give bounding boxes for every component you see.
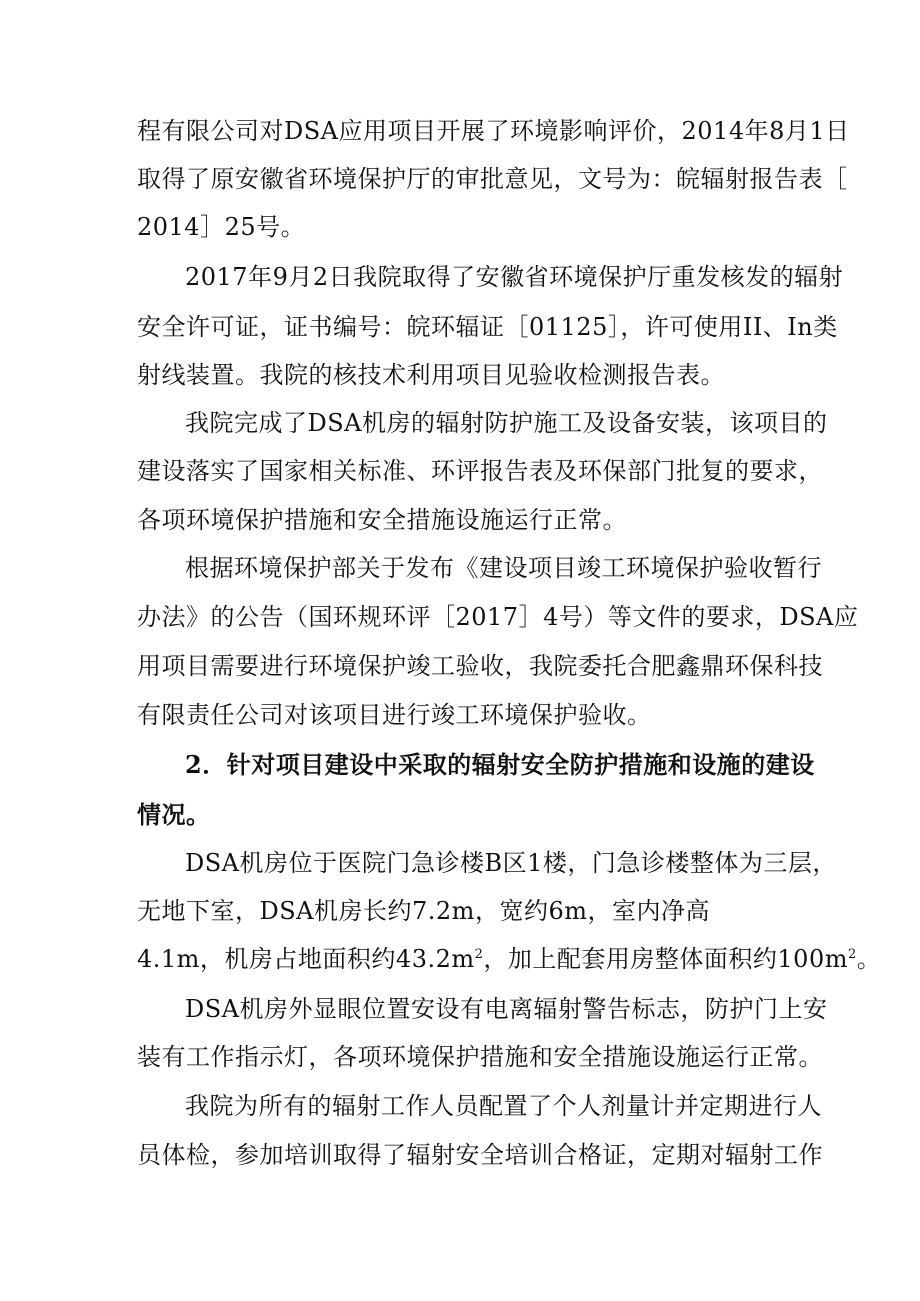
superscript: 2 xyxy=(474,947,484,962)
paragraph-line xyxy=(137,944,882,974)
paragraph-line: 用项目需要进行环境保护竣工验收，我院委托合肥鑫鼎环保科技 xyxy=(137,652,823,680)
paragraph-line: 2014］25号。 xyxy=(137,213,306,241)
paragraph-line: 根据环境保护部关于发布《建设项目竣工环境保护验收暂行 xyxy=(185,554,822,582)
paragraph-line: DSA机房位于医院门急诊楼B区1楼，门急诊楼整体为三层， xyxy=(185,849,837,877)
superscript: 2 xyxy=(847,947,857,962)
paragraph-line: 2017年9月2日我院取得了安徽省环境保护厅重发核发的辐射 xyxy=(185,263,844,291)
paragraph-line: 取得了原安徽省环境保护厅的审批意见，文号为：皖辐射报告表［ xyxy=(137,165,848,193)
paragraph-line: 我院为所有的辐射工作人员配置了个人剂量计并定期进行人 xyxy=(185,1092,822,1120)
section-heading: 2．针对项目建设中采取的辐射安全防护措施和设施的建设 xyxy=(185,750,815,779)
paragraph-line: 建设落实了国家相关标准、环评报告表及环保部门批复的要求， xyxy=(137,457,823,485)
area-text: 4.1m，机房占地面积约43.2m xyxy=(137,945,475,973)
paragraph-line: 我院完成了DSA机房的辐射防护施工及设备安装，该项目的 xyxy=(185,409,828,437)
paragraph-line: 有限责任公司对该项目进行竣工环境保护验收。 xyxy=(137,701,652,729)
paragraph-line: DSA机房外显眼位置安设有电离辐射警告标志，防护门上安 xyxy=(185,995,828,1023)
paragraph-line: 无地下室，DSA机房长约7.2m，宽约6m，室内净高 xyxy=(137,897,710,925)
paragraph-line: 装有工作指示灯，各项环境保护措施和安全措施设施运行正常。 xyxy=(137,1043,823,1071)
paragraph-line: 安全许可证，证书编号：皖环辐证［01125］，许可使用II、In类 xyxy=(137,313,838,341)
area-text: ，加上配套用房整体面积约100m xyxy=(483,945,848,973)
section-heading: 情况。 xyxy=(137,800,211,829)
paragraph-line: 办法》的公告（国环规环评［2017］4号）等文件的要求，DSA应 xyxy=(137,603,859,631)
punctuation: 。 xyxy=(856,945,882,973)
paragraph-line: 程有限公司对DSA应用项目开展了环境影响评价，2014年8月1日 xyxy=(137,117,850,145)
paragraph-line: 射线装置。我院的核技术利用项目见验收检测报告表。 xyxy=(137,361,725,389)
paragraph-line: 员体检，参加培训取得了辐射安全培训合格证，定期对辐射工作 xyxy=(137,1141,823,1169)
paragraph-line: 各项环境保护措施和安全措施设施运行正常。 xyxy=(137,506,627,534)
